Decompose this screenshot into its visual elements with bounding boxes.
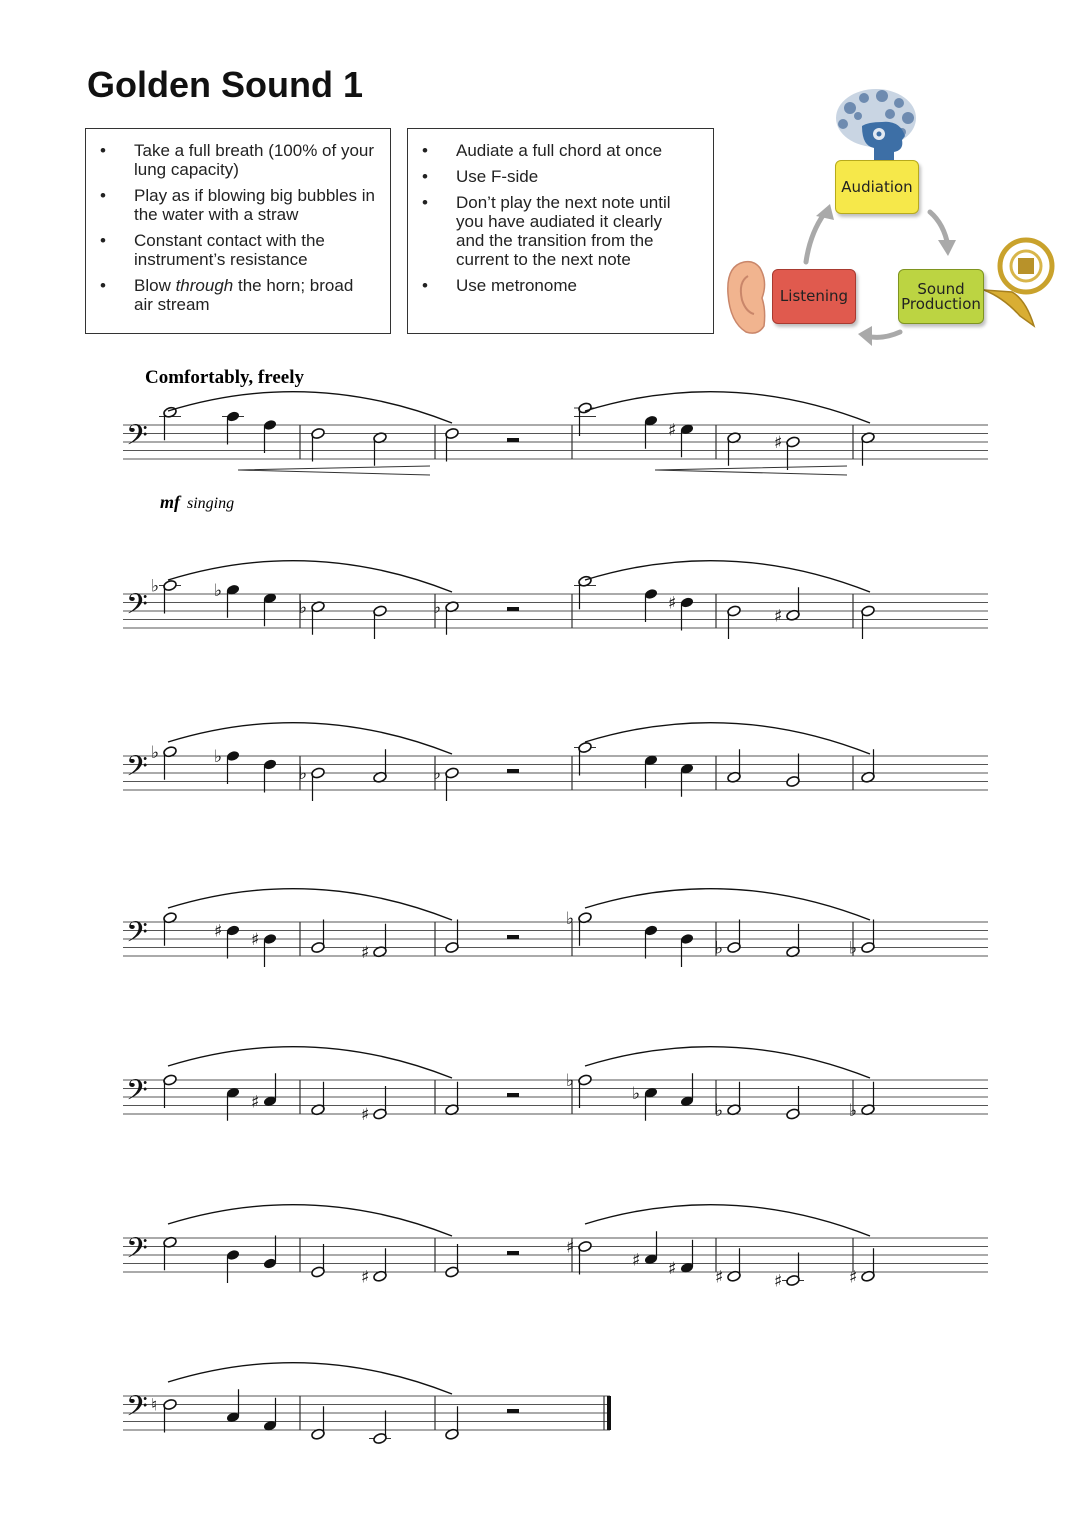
half-rest-icon: [507, 769, 519, 773]
flat-icon: ♭: [433, 764, 442, 784]
bass-clef-icon: 𝄢: [126, 419, 148, 459]
slur: [585, 1205, 870, 1236]
bullet-icon: •: [100, 141, 106, 160]
bullet-icon: •: [100, 186, 106, 205]
flat-icon: ♭: [715, 938, 724, 959]
bass-clef-icon: 𝄢: [126, 1232, 148, 1272]
tip-text: Audiate a full chord at once: [456, 141, 663, 160]
tip-text: the horn; broad air stream: [134, 276, 354, 314]
tip-text: Use metronome: [456, 276, 577, 295]
sharp-icon: ♯: [668, 1258, 677, 1279]
expression-marking: singing: [187, 495, 235, 512]
sharp-icon: ♯: [632, 1250, 641, 1271]
half-rest-icon: [507, 935, 519, 939]
bass-clef-icon: 𝄢: [126, 588, 148, 628]
flat-icon: ♭: [214, 747, 223, 767]
flat-icon: ♭: [566, 1071, 575, 1091]
flat-icon: ♭: [433, 597, 442, 618]
production-label: Production: [901, 294, 981, 313]
flat-icon: ♭: [566, 908, 575, 929]
half-rest-icon: [507, 607, 519, 611]
flat-icon: ♭: [299, 597, 308, 618]
half-rest-icon: [507, 438, 519, 442]
sharp-icon: ♯: [361, 942, 370, 963]
bullet-icon: •: [100, 276, 106, 295]
half-rest-icon: [507, 1093, 519, 1097]
slur: [585, 889, 870, 920]
sharp-icon: ♯: [361, 1267, 370, 1288]
sharp-icon: ♯: [774, 433, 783, 453]
bullet-icon: •: [100, 231, 106, 250]
sharp-icon: ♯: [715, 1267, 724, 1288]
bullet-icon: •: [422, 167, 428, 186]
bass-clef-icon: 𝄢: [126, 1390, 148, 1430]
tip-text: Blow: [134, 276, 176, 295]
dynamic-marking: mf: [160, 492, 180, 512]
half-rest-icon: [507, 1251, 519, 1255]
audiation-label: Audiation: [841, 177, 913, 196]
page-title: Golden Sound 1: [87, 64, 363, 105]
tip-text: Take a full breath (100% of your lung capacity): [134, 141, 375, 179]
sharp-icon: ♯: [668, 420, 677, 441]
half-rest-icon: [507, 1409, 519, 1413]
slur: [168, 889, 452, 920]
diminuendo-hairpin: [655, 466, 847, 475]
sharp-icon: ♯: [849, 1267, 858, 1288]
bass-clef-icon: 𝄢: [126, 750, 148, 790]
flat-icon: ♭: [849, 1100, 858, 1121]
bullet-icon: •: [422, 276, 428, 295]
sharp-icon: ♯: [361, 1105, 370, 1125]
sharp-icon: ♯: [214, 921, 223, 942]
slur: [168, 1205, 452, 1236]
flat-icon: ♭: [151, 742, 160, 763]
tip-text: Play as if blowing big bubbles in the water with a straw: [134, 186, 375, 224]
listening-label: Listening: [779, 287, 849, 305]
sharp-icon: ♯: [566, 1237, 575, 1258]
sharp-icon: ♯: [774, 606, 783, 627]
tip-text: Use F-side: [456, 167, 539, 186]
slur: [168, 723, 452, 754]
slur: [168, 561, 452, 592]
bullet-icon: •: [422, 141, 428, 160]
flat-icon: ♭: [849, 938, 858, 959]
flat-icon: ♭: [151, 576, 160, 597]
sharp-icon: ♯: [251, 930, 260, 950]
sharp-icon: ♯: [668, 593, 677, 614]
slur: [168, 1047, 452, 1078]
flat-icon: ♭: [632, 1083, 641, 1104]
natural-icon: ♮: [151, 1395, 158, 1416]
slur: [585, 561, 870, 592]
sound-label: Sound: [917, 279, 965, 298]
bullet-icon: •: [422, 193, 428, 212]
slur: [585, 1047, 870, 1078]
tip-text: Constant contact with the instrument’s resistance: [134, 231, 325, 269]
bass-clef-icon: 𝄢: [126, 1074, 148, 1114]
flat-icon: ♭: [214, 580, 223, 601]
flat-icon: ♭: [299, 764, 308, 784]
tip-text: Don’t play the next note until you have audiated it clearly and the transition from the current to the next note: [456, 193, 671, 269]
sharp-icon: ♯: [251, 1092, 260, 1113]
slur: [585, 723, 870, 754]
slur: [585, 392, 870, 423]
bass-clef-icon: 𝄢: [126, 916, 148, 956]
slur: [168, 392, 452, 423]
final-barline: [607, 1396, 611, 1430]
sharp-icon: ♯: [774, 1271, 783, 1292]
tip-emphasis: through: [175, 276, 234, 295]
flat-icon: ♭: [715, 1100, 724, 1121]
diminuendo-hairpin: [238, 466, 430, 475]
slur: [168, 1363, 452, 1394]
tempo-marking: Comfortably, freely: [145, 367, 304, 388]
